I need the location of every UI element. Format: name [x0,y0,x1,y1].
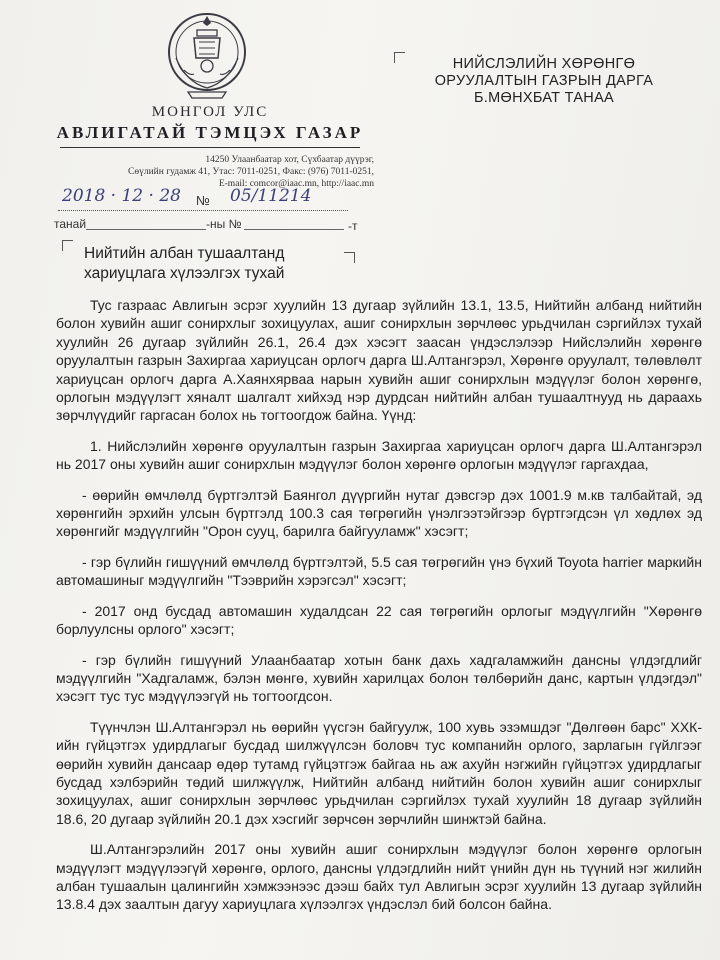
org-address-line2: Сөүлийн гудамж 41, Утас: 7011-0251, Факс: (976) 7011-0251, [128,167,374,177]
incoming-underline-1 [86,229,206,230]
recipient-block [414,56,674,107]
incoming-reference [54,217,358,235]
reference-underline [58,210,348,211]
body-list-item: - гэр бүлийн гишүүний өмчлөлд бүртгэлтэй, 5.5 сая төгрөгийн үнэ бүхий Toyota harrier маркийн автомашиныг мэдүүлгийн "Тээврийн хэрэгсэл" хэсэгт; [56,553,702,589]
body-list-item: - өөрийн өмчлөлд бүртгэлтэй Баянгол дүүргийн нутаг дэвсгэр дэх 1001.9 м.кв талбайтай, эд хөрөнгийн эрхийн улсын бүртгэлд 100.3 сая төгрөгийн үнэлгээтэйгээр бүртгэгдсэн үл хөдлөх эд хөрөнгийг мэдүүлгийн "Орон сууц, барилга байгууламж" хэсэгт; [56,486,702,540]
org-divider [60,147,360,148]
organization-header [40,104,380,190]
reference-no-label: № [196,193,210,208]
letter-subject [84,244,384,284]
letter-date: 2018 · 12 · 28 [62,186,181,206]
incoming-label: танай [54,217,87,231]
recipient-line2: ОРУУЛАЛТЫН ГАЗРЫН ДАРГА [434,73,654,89]
subject-line2: хариуцлага хүлээлгэх тухай [84,265,285,282]
incoming-no-label: -ны № [206,217,242,231]
reference-number: 05/11214 [230,186,312,206]
subject-corner-tl [62,240,73,251]
body-paragraph: 1. Нийслэлийн хөрөнгө оруулалтын газрын Захиргаа хариуцсан орлогч дарга Ш.Алтангэрэл нь 2017 оны хувийн ашиг сонирхлын мэдүүлэг болон хөрөнгө орлогын мэдүүлэг гаргахдаа, [56,437,702,473]
recipient-line3: Б.МӨНХБАТ ТАНАА [473,90,615,106]
recipient-line1: НИЙСЛЭЛИЙН ХӨРӨНГӨ [452,56,636,72]
incoming-suffix: -т [348,219,358,233]
state-emblem-icon [166,8,248,102]
subject-line1: Нийтийн албан тушаалтанд [84,245,285,262]
org-address-line1: 14250 Улаанбаатар хот, Сүхбаатар дүүрэг, [205,155,374,165]
body-paragraph: Түүнчлэн Ш.Алтангэрэл нь өөрийн үүсгэн байгуулж, 100 хувь эзэмшдэг "Дөлгөөн барс" ХХК-ийн гүйцэтгэх удирдлагыг бусдад шилжүүлсэн боловч тус компанийн орлого, зарлагын гүйлгээг өөрийн хувийн дансаар өдөр тутамд гүйцэтгэж байгаа нь аж ахуйн нэгжийн гүйцэтгэх удирдлагыг бусдад хэлбэрийн төдий шилжүүлж, Нийтийн албанд нийтийн болон хувийн ашиг сонирхлыг зохицуулах, ашиг сонирхлын зөрчлөөс урьдчилан сэргийлэх тухай хуулийн 18 дугаар зүйлийн 18.6, 20 дугаар зүйлийн 20.1 дэх хэсгийг зөрчсөн зөрчлийн шинжтэй байна. [56,718,702,827]
org-contact [40,154,380,190]
body-list-item: - 2017 онд бусдад автомашин худалдсан 22 сая төгрөгийн орлогыг мэдүүлгийн "Хөрөнгө борлуулсны орлого" хэсэгт; [56,602,702,638]
letter-body [56,296,702,926]
org-name: АВЛИГАТАЙ ТЭМЦЭХ ГАЗАР [56,123,364,142]
outgoing-reference [58,186,348,214]
incoming-underline-2 [244,229,344,230]
recipient-corner-tl [394,52,405,63]
body-list-item: - гэр бүлийн гишүүний Улаанбаатар хотын банк дахь хадгаламжийн дансны үлдэгдлийг мэдүүлгийн "Хадгаламж, бэлэн мөнгө, хувийн харилцах болон төлбөрийн данс, картын үлдэгдэл" хэсэгт тус тус мэдүүлээгүй нь тогтоогдсон. [56,651,702,705]
body-paragraph: Ш.Алтангэрэлийн 2017 оны хувийн ашиг сонирхлын мэдүүлэг болон хөрөнгө орлогын мэдүүлэгт мэдүүлээгүй хөрөнгө, орлого, дансны үлдэгдлийн нийт үнийн дүн нь түүний нэг жилийн албан тушаалын цалингийн хэмжээнээс дээш байх тул Авлигын эсрэг хуулийн 13 дугаар зүйлийн 13.8.4 дэх заалтын дагуу хариуцлага хүлээлгэх үндэслэл бий болсон байна. [56,841,702,913]
body-paragraph: Тус газраас Авлигын эсрэг хуулийн 13 дугаар зүйлийн 13.1, 13.5, Нийтийн албанд нийтийн болон хувийн ашиг сонирхлыг зохицуулах, ашиг сонирхлын зөрчлөөс урьдчилан сэргийлэх тухай хуулийн 26 дугаар зүйлийн 26.1, 26.4 дэх хэсэгт заасан үндэслэлээр Нийслэлийн хөрөнгө оруулалтын газрын Захиргаа хариуцсан орлогч дарга Ш.Алтангэрэл, Хөрөнгө оруулалт, төлөвлөлт хариуцсан орлогч дарга А.Хаянхярваа нарын хувийн ашиг сонирхлын мэдүүлэг болон хөрөнгө, орлогын мэдүүлэгт хяналт шалгалт хийхэд нэр дурдсан нийтийн албан тушаалтнууд нь дараахь зөрчлүүдийг гаргасан болох нь тогтоогдож байна. Үүнд: [56,297,702,424]
org-address-line3: E-mail: comcor@iaac.mn, http://iaac.mn [218,179,374,189]
org-country: МОНГОЛ УЛС [151,104,269,120]
